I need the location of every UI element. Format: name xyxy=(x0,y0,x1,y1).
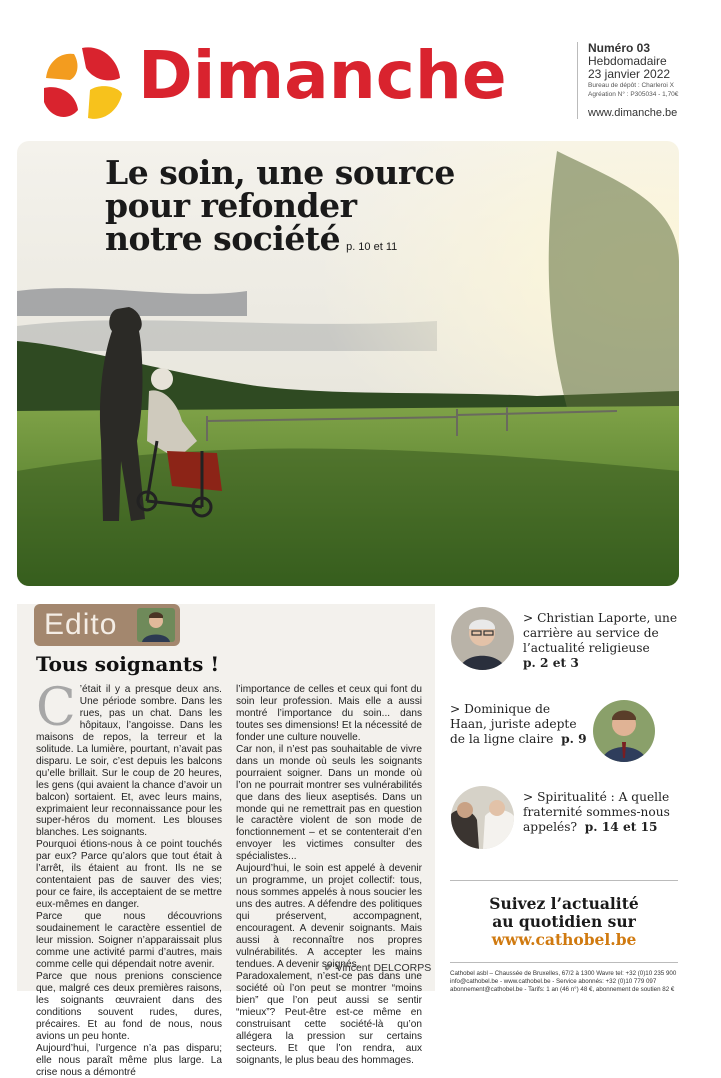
footer-line: Cathobel asbl – Chaussée de Bruxelles, 67/2 à 1300 Wavre tel: +32 (0)10 235 900 xyxy=(450,970,677,977)
follow-line2: au quotidien sur xyxy=(492,912,636,931)
teaser-pages: p. 14 et 15 xyxy=(584,820,658,834)
edito-paragraph: Pourquoi étions-nous à ce point touchés par eux? Parce qu’alors que tout était à l’arrêt, ils étaient au front. Ils ne se contentaient pas de sauver des vies; pour ce faire, ils acceptaient de se mettre eux-mêmes en danger. xyxy=(36,839,222,911)
edito-label: Edito xyxy=(44,608,118,641)
edito-dropcap: C xyxy=(36,678,76,738)
spirituality-photo xyxy=(451,786,514,849)
dimanche-logo-icon xyxy=(40,38,126,124)
issue-bureau: Bureau de dépôt : Charleroi X xyxy=(588,82,674,89)
edito-title[interactable]: Tous soignants ! xyxy=(36,652,220,676)
edito-paragraph: Aujourd’hui, l’urgence n’a pas disparu; elle nous paraît même plus large. La crise nous a démontré xyxy=(36,1042,222,1078)
cathobel-link[interactable]: www.cathobel.be xyxy=(491,930,637,949)
publisher-footer xyxy=(450,970,684,993)
edito-column-1 xyxy=(36,678,222,1078)
author-avatar xyxy=(137,608,175,642)
christian-laporte-photo xyxy=(451,607,514,670)
website-link[interactable]: www.dimanche.be xyxy=(588,107,678,119)
hero-headline-line1: Le soin, une source xyxy=(105,153,455,192)
divider xyxy=(450,880,678,881)
issue-agreement: Agréation N° : P305034 - 1,70€ xyxy=(588,91,679,98)
teaser-pages: p. 2 et 3 xyxy=(523,656,579,670)
teaser-text: > Dominique de Haan, juriste adepte de la ligne claire xyxy=(450,702,577,746)
edito-paragraph: Parce que nous découvrions soudainement le caractère essentiel de leur mission. Soigner n’apparaissait plus comme une activité parmi d’autres, mais comme celle qui dépendait notre avenir. xyxy=(36,911,222,970)
issue-number: Numéro 03 xyxy=(588,41,651,55)
issue-date: 23 janvier 2022 xyxy=(588,67,671,81)
edito-paragraph: Aujourd’hui, le soin est appelé à devenir un programme, un projet collectif: tous, nous sommes appelés à nous soucier les uns des autres. A défendre des politiques qui préservent, accompagnent, encouragent. A devenir soignants. Mais aussi à reconnaître nos propres vulnérabilités. A accepter les mains tendues. A devenir soignés. xyxy=(236,863,422,970)
teaser-text: > Christian Laporte, une carrière au service de l’actualité religieuse xyxy=(523,611,678,655)
edito-paragraph: ’était il y a presque deux ans. Une période sombre. Dans les rues, pas un chat. Dans les hôpitaux, l’angoisse. Dans les maisons de repos, la terreur et la solitude. La lumière, pourtant, n’avait pas disparu. Le soir, c’est depuis les balcons qu’elle brillait. Sur le coup de 20 heures, les gens (qui avaient la chance d’avoir un balcon) sortaient. Et, avec leurs mains, exprimaient leur reconnaissance pour les super-héros du moment. Les blouses blanches. Les soignants. xyxy=(36,684,222,839)
edito-paragraph: Parce que nous prenions conscience que, malgré ces deux premières raisons, les soignants œuvraient dans des conditions souvent rudes, dures, précaires. Et au fond de nous, nous avions un peu honte. xyxy=(36,970,222,1042)
footer-line: abonnement@cathobel.be - Tarifs: 1 an (46 n°) 48 €, abonnement de soutien 82 € xyxy=(450,985,675,993)
hero-headline-line3: notre société p. 10 et 11 xyxy=(105,219,398,258)
edito-paragraph: Car non, il n’est pas souhaitable de vivre dans un monde où seuls les soignants pourraient soigner. Dans un monde où l’on ne pourrait montrer ses vulnérabilités que dans des lieux aseptisés. Dans un monde qui ne remettrait pas en question le caractère violent de son mode de fonctionnement – et se contenterait d’en envoyer les victimes consulter des spécialistes... xyxy=(236,743,422,863)
divider xyxy=(450,962,678,963)
edito-signature: ✐ Vincent DELCORPS xyxy=(324,962,432,974)
dominique-de-haan-photo xyxy=(593,700,655,762)
follow-line1: Suivez l’actualité xyxy=(489,894,639,913)
masthead-title: Dimanche xyxy=(138,37,507,114)
teaser-pages: p. 9 xyxy=(561,732,587,746)
hero-page-ref: p. 10 et 11 xyxy=(346,241,398,253)
issue-info xyxy=(577,42,708,119)
teaser-spiritualite[interactable] xyxy=(523,790,693,835)
hero-headline[interactable] xyxy=(105,153,455,264)
edito-paragraph: Paradoxalement, n’est-ce pas dans une société où l’on peut se montrer “moins bien” que l’on peut aussi se sentir “mieux”? Peut-être est-ce même en construisant cette société-là qu’on allégera la pression sur certains secteurs. Et que l’on rendra, aux soignants, le plus beau des hommages. xyxy=(236,970,422,1066)
hero-headline-line2: pour refonder xyxy=(105,186,357,225)
teaser-text: > Spiritualité : A quelle fraternité sommes-nous appelés? xyxy=(523,790,670,834)
follow-promo xyxy=(450,895,678,949)
footer-line: info@cathobel.be - www.cathobel.be - Service abonnés: +32 (0)10 779 097 xyxy=(450,977,657,985)
edito-paragraph: l’importance de celles et ceux qui font du soin leur profession. Mais elle a aussi montré l’importance du soin... dans toutes ses dimensions! Et la nécessité de fonder une culture nouvelle. xyxy=(236,684,422,743)
edito-column-2 xyxy=(236,684,422,1067)
teaser-de-haan[interactable] xyxy=(450,702,590,747)
teaser-laporte[interactable] xyxy=(523,611,693,671)
issue-frequency: Hebdomadaire xyxy=(588,54,667,68)
